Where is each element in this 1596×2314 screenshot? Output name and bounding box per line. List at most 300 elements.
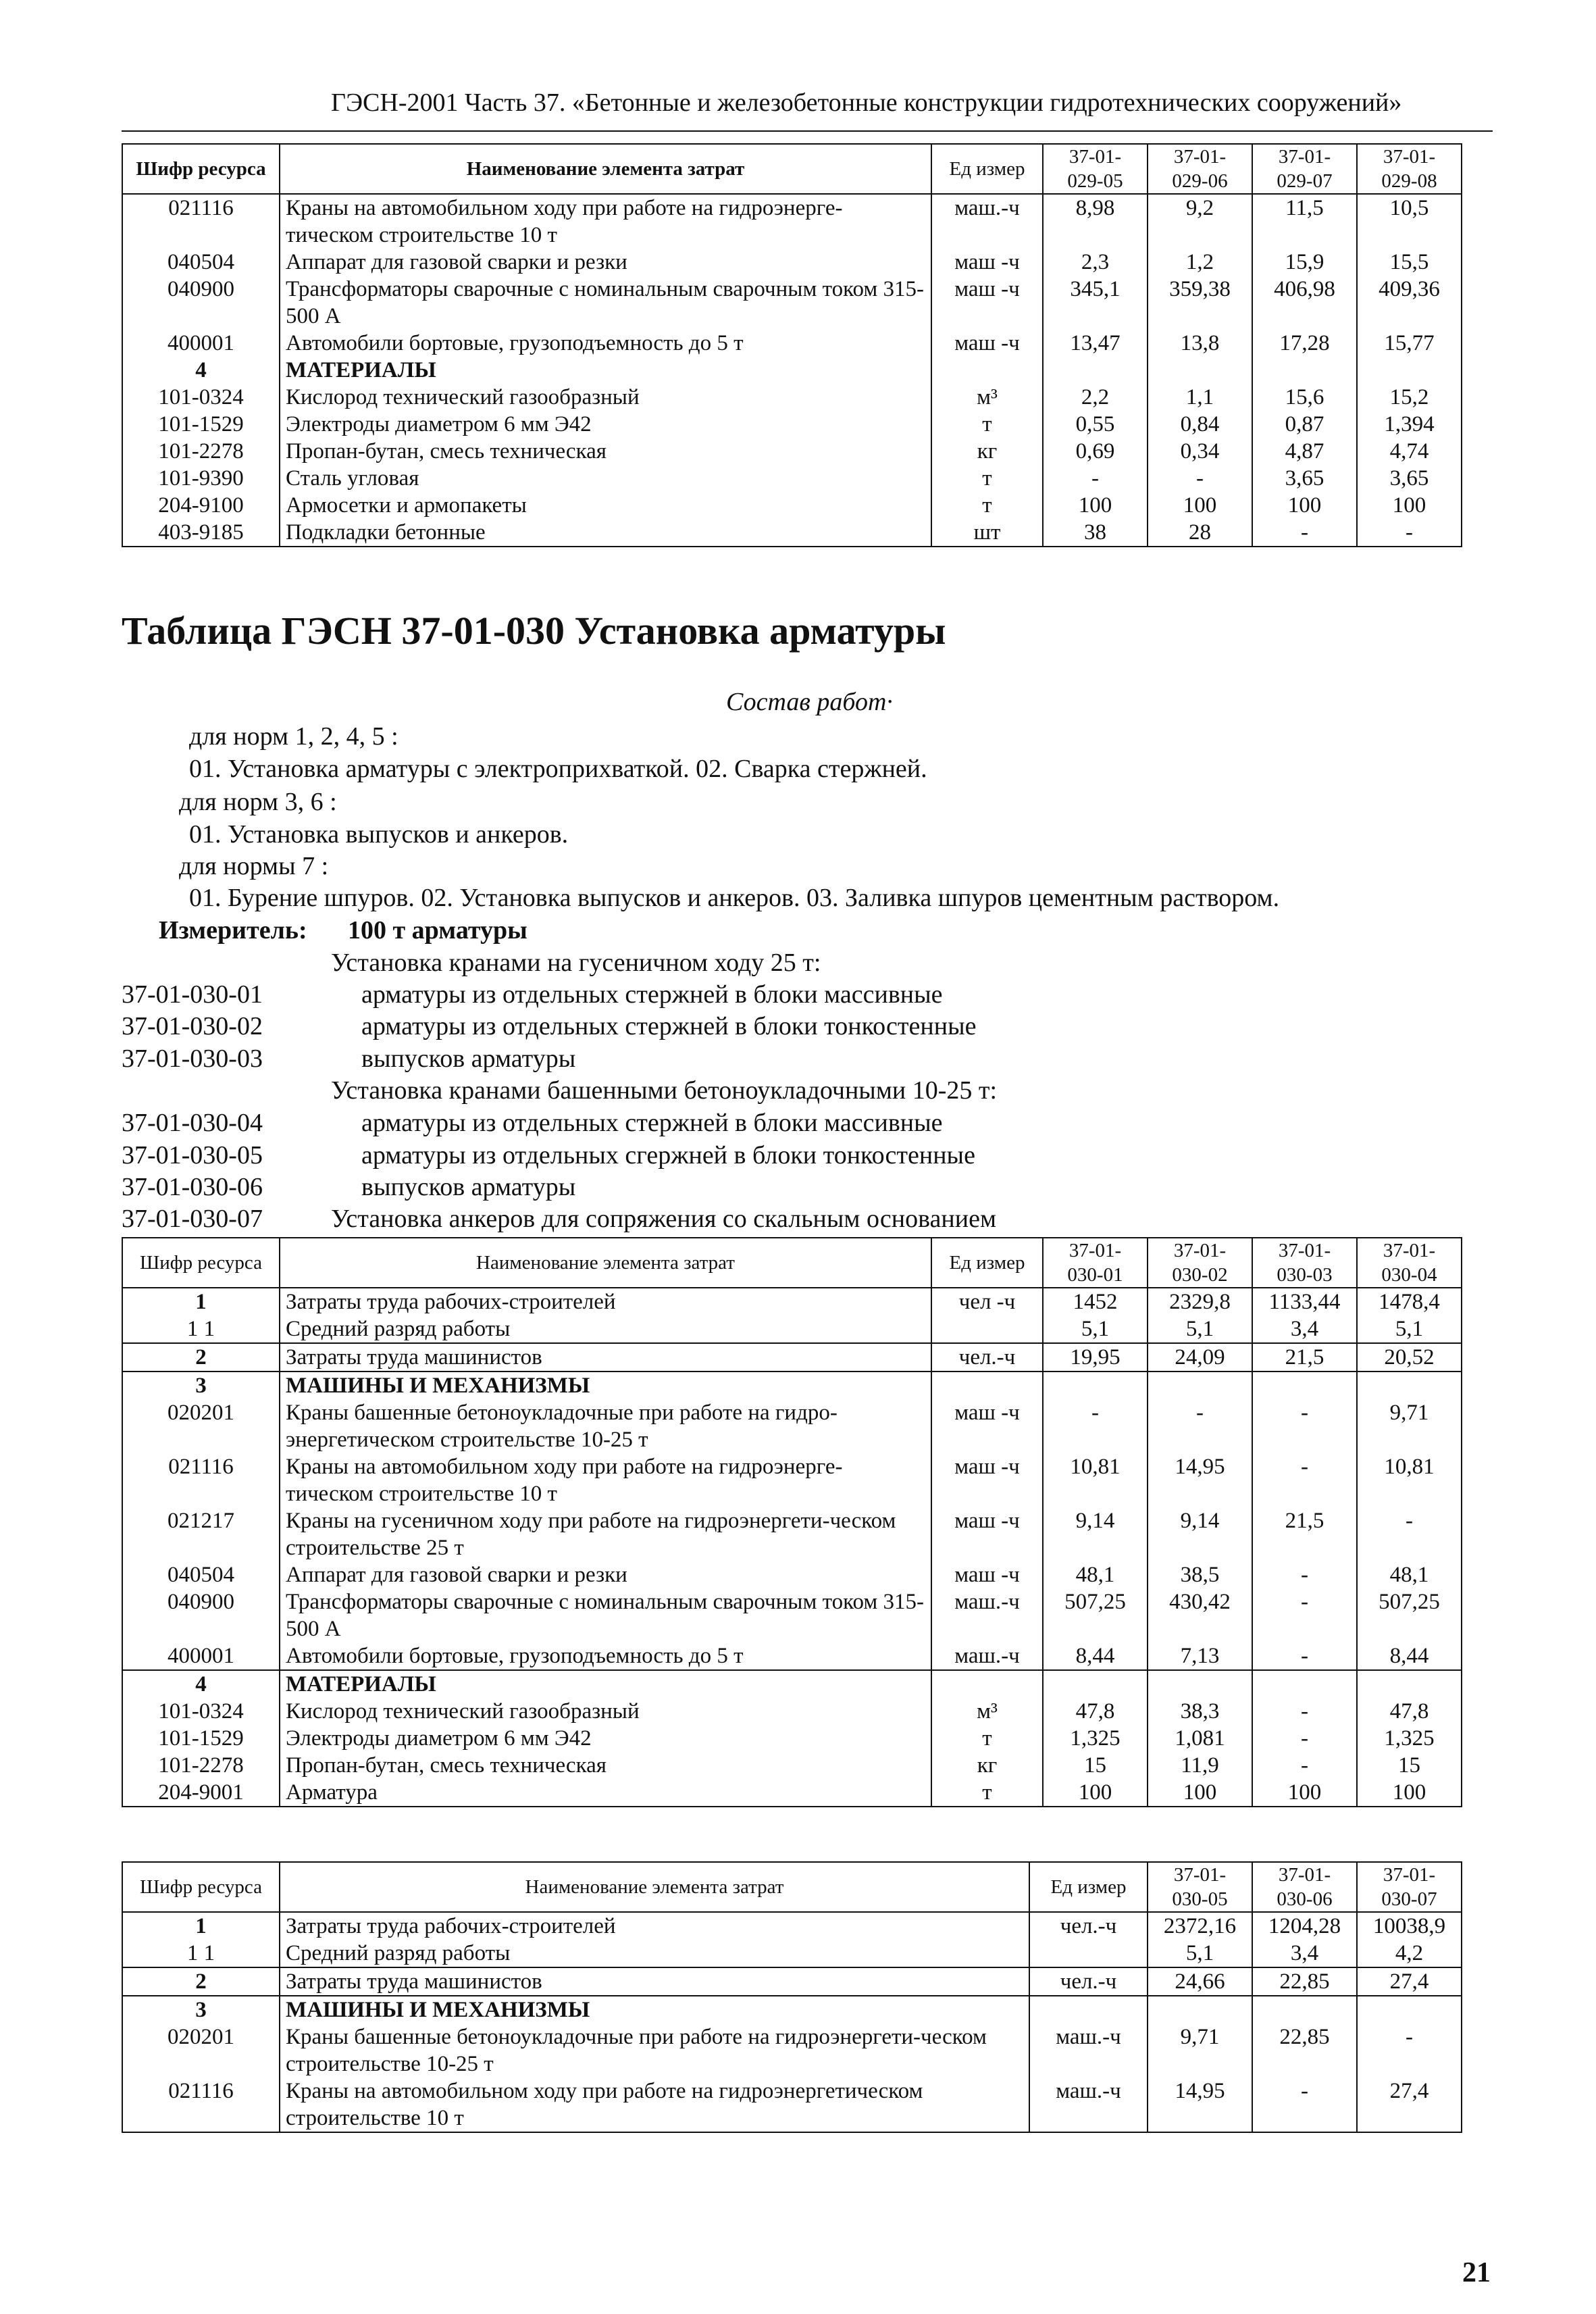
table-row: [122, 1779, 1462, 1807]
table-row: [122, 1642, 1462, 1670]
table-body: [122, 1912, 1462, 2132]
value-cell: -: [1252, 1399, 1357, 1453]
unit-cell: маш -ч: [931, 1453, 1043, 1507]
value-cell: -: [1252, 1453, 1357, 1507]
column-header: 37-01- 030-04: [1357, 1238, 1462, 1288]
value-cell: 3,4: [1252, 1315, 1357, 1343]
unit-cell: т: [931, 492, 1043, 519]
resource-name-cell: Трансформаторы сварочные с номинальным сварочным током 315-500 А: [280, 1588, 931, 1642]
table-row: [122, 2078, 1462, 2132]
value-cell: -: [1252, 1725, 1357, 1752]
value-cell: -: [1252, 1561, 1357, 1588]
table-header-row: [122, 1238, 1462, 1288]
unit-cell: кг: [931, 1752, 1043, 1779]
value-cell: [1357, 357, 1462, 384]
resource-name-cell: Кислород технический газообразный: [280, 1698, 931, 1725]
table-header-row: [122, 144, 1462, 194]
value-cell: 406,98: [1252, 276, 1357, 330]
value-cell: 3,4: [1252, 1940, 1357, 1967]
column-header: 37-01- 029-05: [1043, 144, 1148, 194]
value-cell: 14,95: [1148, 2078, 1252, 2132]
value-cell: 8,44: [1357, 1642, 1462, 1670]
value-cell: 10,5: [1357, 194, 1462, 249]
value-cell: 9,71: [1357, 1399, 1462, 1453]
unit-cell: шт: [931, 519, 1043, 547]
unit-cell: маш -ч: [931, 249, 1043, 276]
table-row: [122, 411, 1462, 438]
value-cell: 8,44: [1043, 1642, 1148, 1670]
value-cell: [1252, 1372, 1357, 1399]
resource-code-cell: 040504: [122, 249, 280, 276]
value-cell: 359,38: [1148, 276, 1252, 330]
unit-cell: маш -ч: [931, 1507, 1043, 1561]
value-cell: 21,5: [1252, 1343, 1357, 1372]
column-header: Наименование элемента затрат: [280, 1862, 1029, 1912]
value-cell: 100: [1043, 1779, 1148, 1807]
unit-cell: т: [931, 465, 1043, 492]
value-cell: 24,66: [1148, 1967, 1252, 1996]
column-header: Наименование элемента затрат: [280, 1238, 931, 1288]
resource-table-029: [122, 143, 1462, 547]
value-cell: -: [1148, 465, 1252, 492]
value-cell: 4,87: [1252, 438, 1357, 465]
value-cell: 17,28: [1252, 330, 1357, 357]
value-cell: 48,1: [1357, 1561, 1462, 1588]
value-cell: 11,9: [1148, 1752, 1252, 1779]
table-row: [122, 1670, 1462, 1698]
resource-code-cell: 2: [122, 1967, 280, 1996]
value-cell: 15: [1357, 1752, 1462, 1779]
value-cell: 21,5: [1252, 1507, 1357, 1561]
value-cell: 100: [1357, 1779, 1462, 1807]
value-cell: -: [1252, 1698, 1357, 1725]
column-header: Шифр ресурса: [122, 1862, 280, 1912]
value-cell: 0,34: [1148, 438, 1252, 465]
value-cell: 15,77: [1357, 330, 1462, 357]
value-cell: -: [1252, 519, 1357, 547]
resource-name-cell: Трансформаторы сварочные с номинальным сварочным током 315-500 А: [280, 276, 931, 330]
value-cell: 15,2: [1357, 384, 1462, 411]
value-cell: 28: [1148, 519, 1252, 547]
resource-code-cell: 3: [122, 1996, 280, 2023]
value-cell: 1452: [1043, 1288, 1148, 1315]
column-header: 37-01- 029-07: [1252, 144, 1357, 194]
norm-code: 37-01-030-07: [122, 1205, 263, 1233]
column-header: Шифр ресурса: [122, 1238, 280, 1288]
value-cell: 507,25: [1043, 1588, 1148, 1642]
norm-text: арматуры из отдельных стержней в блоки массивные: [361, 1109, 943, 1137]
column-header: 37-01- 030-07: [1357, 1862, 1462, 1912]
norm-code: 37-01-030-02: [122, 1012, 263, 1040]
value-cell: 15: [1043, 1752, 1148, 1779]
table-row: [122, 519, 1462, 547]
unit-cell: маш.-ч: [931, 1588, 1043, 1642]
value-cell: 19,95: [1043, 1343, 1148, 1372]
meter-value: 100 т арматуры: [348, 916, 527, 945]
resource-name-cell: Затраты труда машинистов: [280, 1967, 1029, 1996]
table-row: [122, 1588, 1462, 1642]
value-cell: 2,3: [1043, 249, 1148, 276]
norm-group-heading: Установка кранами башенными бетоноукладочными 10-25 т:: [331, 1076, 998, 1105]
resource-name-cell: МАШИНЫ И МЕХАНИЗМЫ: [280, 1996, 1029, 2023]
resource-code-cell: 101-2278: [122, 1752, 280, 1779]
unit-cell: маш -ч: [931, 276, 1043, 330]
table-row: [122, 492, 1462, 519]
value-cell: 38,5: [1148, 1561, 1252, 1588]
table-row: [122, 438, 1462, 465]
value-cell: 38: [1043, 519, 1148, 547]
value-cell: 11,5: [1252, 194, 1357, 249]
table-row: [122, 1561, 1462, 1588]
value-cell: 7,13: [1148, 1642, 1252, 1670]
value-cell: 10,81: [1357, 1453, 1462, 1507]
unit-cell: т: [931, 411, 1043, 438]
column-header: Шифр ресурса: [122, 144, 280, 194]
resource-code-cell: 101-0324: [122, 1698, 280, 1725]
resource-code-cell: 020201: [122, 1399, 280, 1453]
resource-name-cell: Краны на автомобильном ходу при работе на гидроэнерге-тическом строительстве 10 т: [280, 194, 931, 249]
table-row: [122, 1399, 1462, 1453]
value-cell: -: [1043, 465, 1148, 492]
resource-code-cell: 021116: [122, 2078, 280, 2132]
unit-cell: [931, 1372, 1043, 1399]
resource-code-cell: 040900: [122, 1588, 280, 1642]
value-cell: 9,14: [1043, 1507, 1148, 1561]
value-cell: 24,09: [1148, 1343, 1252, 1372]
table-row: [122, 1967, 1462, 1996]
value-cell: 0,69: [1043, 438, 1148, 465]
value-cell: 15,6: [1252, 384, 1357, 411]
resource-code-cell: 204-9100: [122, 492, 280, 519]
unit-cell: [931, 1315, 1043, 1343]
resource-name-cell: Пропан-бутан, смесь техническая: [280, 1752, 931, 1779]
resource-code-cell: 400001: [122, 1642, 280, 1670]
resource-name-cell: Средний разряд работы: [280, 1315, 931, 1343]
value-cell: [1357, 1372, 1462, 1399]
resource-name-cell: Пропан-бутан, смесь техническая: [280, 438, 931, 465]
unit-cell: [931, 357, 1043, 384]
value-cell: 4,2: [1357, 1940, 1462, 1967]
resource-code-cell: 3: [122, 1372, 280, 1399]
value-cell: 409,36: [1357, 276, 1462, 330]
resource-name-cell: МАТЕРИАЛЫ: [280, 357, 931, 384]
resource-name-cell: Краны башенные бетоноукладочные при работе на гидроэнергети-ческом строительстве 10-25 т: [280, 2023, 1029, 2078]
resource-name-cell: МАШИНЫ И МЕХАНИЗМЫ: [280, 1372, 931, 1399]
value-cell: 5,1: [1043, 1315, 1148, 1343]
table-row: [122, 1453, 1462, 1507]
value-cell: 3,65: [1357, 465, 1462, 492]
value-cell: 1,2: [1148, 249, 1252, 276]
value-cell: -: [1252, 1752, 1357, 1779]
resource-name-cell: Автомобили бортовые, грузоподъемность до 5 т: [280, 1642, 931, 1670]
value-cell: -: [1148, 1399, 1252, 1453]
resource-name-cell: Электроды диаметром 6 мм Э42: [280, 1725, 931, 1752]
column-header: 37-01- 030-06: [1252, 1862, 1357, 1912]
value-cell: 47,8: [1357, 1698, 1462, 1725]
resource-table-030-a: [122, 1237, 1462, 1807]
value-cell: 2372,16: [1148, 1912, 1252, 1940]
norm-code: 37-01-030-05: [122, 1141, 263, 1169]
table-body: [122, 1288, 1462, 1807]
resource-code-cell: 101-9390: [122, 465, 280, 492]
unit-cell: маш -ч: [931, 1561, 1043, 1588]
norm-code: 37-01-030-06: [122, 1173, 263, 1201]
value-cell: 5,1: [1148, 1315, 1252, 1343]
table-row: [122, 276, 1462, 330]
resource-name-cell: Аппарат для газовой сварки и резки: [280, 249, 931, 276]
value-cell: 1,325: [1043, 1725, 1148, 1752]
resource-code-cell: 021217: [122, 1507, 280, 1561]
table-row: [122, 1725, 1462, 1752]
unit-cell: маш.-ч: [1029, 2078, 1148, 2132]
resource-code-cell: 101-2278: [122, 438, 280, 465]
value-cell: [1148, 1372, 1252, 1399]
resource-name-cell: Армосетки и армопакеты: [280, 492, 931, 519]
table-row: [122, 1372, 1462, 1399]
value-cell: 22,85: [1252, 2023, 1357, 2078]
value-cell: [1252, 1996, 1357, 2023]
resource-name-cell: Электроды диаметром 6 мм Э42: [280, 411, 931, 438]
value-cell: 2,2: [1043, 384, 1148, 411]
value-cell: 13,8: [1148, 330, 1252, 357]
resource-code-cell: 4: [122, 357, 280, 384]
unit-cell: [1029, 1996, 1148, 2023]
value-cell: 38,3: [1148, 1698, 1252, 1725]
resource-name-cell: Сталь угловая: [280, 465, 931, 492]
norm-code: 37-01-030-01: [122, 980, 263, 1009]
table-row: [122, 1698, 1462, 1725]
value-cell: [1043, 357, 1148, 384]
table-row: [122, 1940, 1462, 1967]
value-cell: 0,84: [1148, 411, 1252, 438]
unit-cell: кг: [931, 438, 1043, 465]
resource-name-cell: Аппарат для газовой сварки и резки: [280, 1561, 931, 1588]
page-number: 21: [1462, 2257, 1491, 2288]
norm-text: выпусков арматуры: [361, 1045, 576, 1073]
value-cell: 48,1: [1043, 1561, 1148, 1588]
value-cell: [1252, 357, 1357, 384]
resource-name-cell: МАТЕРИАЛЫ: [280, 1670, 931, 1698]
table-row: [122, 1315, 1462, 1343]
resource-name-cell: Средний разряд работы: [280, 1940, 1029, 1967]
norms-group-label: для нормы 7 :: [179, 852, 329, 880]
value-cell: 27,4: [1357, 1967, 1462, 1996]
value-cell: [1043, 1670, 1148, 1698]
resource-name-cell: Затраты труда рабочих-строителей: [280, 1288, 931, 1315]
value-cell: 9,14: [1148, 1507, 1252, 1561]
value-cell: 8,98: [1043, 194, 1148, 249]
value-cell: [1148, 1996, 1252, 2023]
value-cell: [1252, 1670, 1357, 1698]
value-cell: -: [1252, 1588, 1357, 1642]
work-composition-heading: Состав работ·: [726, 688, 893, 716]
table-row: [122, 384, 1462, 411]
value-cell: -: [1043, 1399, 1148, 1453]
value-cell: 3,65: [1252, 465, 1357, 492]
table-row: [122, 465, 1462, 492]
table-row: [122, 357, 1462, 384]
value-cell: -: [1357, 1507, 1462, 1561]
unit-cell: маш -ч: [931, 1399, 1043, 1453]
resource-name-cell: Автомобили бортовые, грузоподъемность до 5 т: [280, 330, 931, 357]
value-cell: 22,85: [1252, 1967, 1357, 1996]
value-cell: [1148, 357, 1252, 384]
resource-code-cell: 101-1529: [122, 411, 280, 438]
column-header: 37-01- 029-08: [1357, 144, 1462, 194]
running-header: ГЭСН-2001 Часть 37. «Бетонные и железобетонные конструкции гидротехнических сооружений»: [331, 89, 1402, 117]
value-cell: 9,71: [1148, 2023, 1252, 2078]
value-cell: -: [1252, 2078, 1357, 2132]
resource-name-cell: Кислород технический газообразный: [280, 384, 931, 411]
unit-cell: чел -ч: [931, 1288, 1043, 1315]
norm-text: Установка анкеров для сопряжения со скальным основанием: [331, 1205, 996, 1233]
value-cell: 100: [1252, 492, 1357, 519]
value-cell: 14,95: [1148, 1453, 1252, 1507]
table-row: [122, 2023, 1462, 2078]
operations-text: 01. Установка арматуры с электроприхваткой. 02. Сварка стержней.: [189, 755, 927, 783]
meter-label: Измеритель:: [159, 916, 307, 945]
value-cell: 1,325: [1357, 1725, 1462, 1752]
resource-code-cell: 021116: [122, 194, 280, 249]
value-cell: 1,1: [1148, 384, 1252, 411]
value-cell: [1357, 1670, 1462, 1698]
resource-code-cell: 1: [122, 1288, 280, 1315]
value-cell: 15,9: [1252, 249, 1357, 276]
value-cell: [1043, 1372, 1148, 1399]
resource-name-cell: Краны на автомобильном ходу при работе на гидроэнерге-тическом строительстве 10 т: [280, 1453, 931, 1507]
table-header-row: [122, 1862, 1462, 1912]
value-cell: 27,4: [1357, 2078, 1462, 2132]
resource-code-cell: 1 1: [122, 1315, 280, 1343]
header-rule: [122, 130, 1493, 132]
resource-name-cell: Краны на гусеничном ходу при работе на гидроэнергети-ческом строительстве 25 т: [280, 1507, 931, 1561]
value-cell: 1,394: [1357, 411, 1462, 438]
table-row: [122, 330, 1462, 357]
resource-code-cell: 040504: [122, 1561, 280, 1588]
column-header: 37-01- 030-02: [1148, 1238, 1252, 1288]
norm-text: арматуры из отдельных стержней в блоки массивные: [361, 980, 943, 1009]
value-cell: 100: [1357, 492, 1462, 519]
unit-cell: чел.-ч: [1029, 1912, 1148, 1940]
value-cell: 1204,28: [1252, 1912, 1357, 1940]
table-row: [122, 249, 1462, 276]
column-header: 37-01- 029-06: [1148, 144, 1252, 194]
norm-text: арматуры из отдельных стержней в блоки тонкостенные: [361, 1012, 977, 1040]
section-title: Таблица ГЭСН 37-01-030 Установка арматуры: [122, 609, 946, 653]
column-header: 37-01- 030-03: [1252, 1238, 1357, 1288]
resource-table-030-b: [122, 1861, 1462, 2133]
norm-text: выпусков арматуры: [361, 1173, 576, 1201]
value-cell: 1133,44: [1252, 1288, 1357, 1315]
value-cell: 10,81: [1043, 1453, 1148, 1507]
value-cell: 100: [1252, 1779, 1357, 1807]
value-cell: 100: [1043, 492, 1148, 519]
resource-code-cell: 1: [122, 1912, 280, 1940]
value-cell: [1357, 1996, 1462, 2023]
value-cell: 345,1: [1043, 276, 1148, 330]
resource-code-cell: 204-9001: [122, 1779, 280, 1807]
resource-code-cell: 4: [122, 1670, 280, 1698]
table-row: [122, 1343, 1462, 1372]
resource-name-cell: Подкладки бетонные: [280, 519, 931, 547]
value-cell: 0,87: [1252, 411, 1357, 438]
resource-code-cell: 021116: [122, 1453, 280, 1507]
value-cell: 2329,8: [1148, 1288, 1252, 1315]
column-header: Наименование элемента затрат: [280, 144, 931, 194]
unit-cell: чел.-ч: [931, 1343, 1043, 1372]
value-cell: -: [1252, 1642, 1357, 1670]
norms-group-label: для норм 3, 6 :: [179, 788, 337, 816]
unit-cell: маш.-ч: [1029, 2023, 1148, 2078]
resource-name-cell: Краны башенные бетоноукладочные при работе на гидро-энергетическом строительстве 10-25 т: [280, 1399, 931, 1453]
resource-code-cell: 400001: [122, 330, 280, 357]
value-cell: 20,52: [1357, 1343, 1462, 1372]
resource-name-cell: Затраты труда машинистов: [280, 1343, 931, 1372]
value-cell: 507,25: [1357, 1588, 1462, 1642]
table-body: [122, 194, 1462, 547]
value-cell: 5,1: [1148, 1940, 1252, 1967]
operations-text: 01. Установка выпусков и анкеров.: [189, 820, 569, 849]
value-cell: 15,5: [1357, 249, 1462, 276]
norms-group-label: для норм 1, 2, 4, 5 :: [189, 722, 398, 751]
value-cell: 9,2: [1148, 194, 1252, 249]
value-cell: 0,55: [1043, 411, 1148, 438]
column-header: Ед измер: [931, 1238, 1043, 1288]
table-row: [122, 1288, 1462, 1315]
unit-cell: [931, 1670, 1043, 1698]
table-row: [122, 1507, 1462, 1561]
norm-group-heading: Установка кранами на гусеничном ходу 25 т:: [331, 949, 821, 977]
table-row: [122, 1912, 1462, 1940]
norm-code: 37-01-030-04: [122, 1109, 263, 1137]
resource-code-cell: 020201: [122, 2023, 280, 2078]
unit-cell: м³: [931, 1698, 1043, 1725]
value-cell: 5,1: [1357, 1315, 1462, 1343]
value-cell: 4,74: [1357, 438, 1462, 465]
resource-name-cell: Арматура: [280, 1779, 931, 1807]
unit-cell: т: [931, 1779, 1043, 1807]
norm-text: арматуры из отдельных сгержней в блоки тонкостенные: [361, 1141, 975, 1169]
value-cell: 10038,9: [1357, 1912, 1462, 1940]
unit-cell: маш -ч: [931, 330, 1043, 357]
resource-name-cell: Краны на автомобильном ходу при работе на гидроэнергетическом строительстве 10 т: [280, 2078, 1029, 2132]
unit-cell: м³: [931, 384, 1043, 411]
table-row: [122, 1996, 1462, 2023]
value-cell: 1478,4: [1357, 1288, 1462, 1315]
unit-cell: маш.-ч: [931, 194, 1043, 249]
unit-cell: маш.-ч: [931, 1642, 1043, 1670]
table-row: [122, 194, 1462, 249]
value-cell: 13,47: [1043, 330, 1148, 357]
value-cell: 47,8: [1043, 1698, 1148, 1725]
unit-cell: [1029, 1940, 1148, 1967]
resource-code-cell: 101-0324: [122, 384, 280, 411]
column-header: Ед измер: [931, 144, 1043, 194]
column-header: Ед измер: [1029, 1862, 1148, 1912]
resource-code-cell: 1 1: [122, 1940, 280, 1967]
table-row: [122, 1752, 1462, 1779]
resource-code-cell: 2: [122, 1343, 280, 1372]
value-cell: 100: [1148, 1779, 1252, 1807]
value-cell: -: [1357, 519, 1462, 547]
value-cell: 100: [1148, 492, 1252, 519]
operations-text: 01. Бурение шпуров. 02. Установка выпусков и анкеров. 03. Заливка шпуров цементным раствором.: [189, 884, 1280, 912]
column-header: 37-01- 030-05: [1148, 1862, 1252, 1912]
value-cell: 1,081: [1148, 1725, 1252, 1752]
resource-code-cell: 101-1529: [122, 1725, 280, 1752]
resource-name-cell: Затраты труда рабочих-строителей: [280, 1912, 1029, 1940]
unit-cell: т: [931, 1725, 1043, 1752]
